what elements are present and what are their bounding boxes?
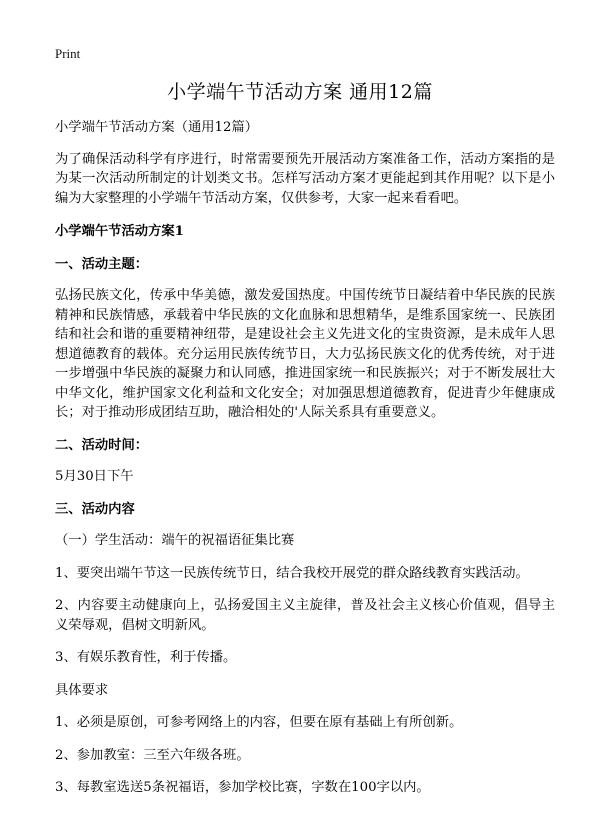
content-heading: 三、活动内容 (55, 501, 135, 517)
list-item: 1、要突出端午节这一民族传统节日，结合我校开展党的群众路线教育实践活动。 (55, 565, 529, 581)
requirement-item: 2、参加教室：三至六年级各班。 (55, 747, 250, 763)
intro-paragraph: 为了确保活动科学有序进行，时常需要预先开展活动方案准备工作，活动方案指的是为某一次活动所制定的计划类文书。怎样写活动方案才更能起到其作用呢？以下是小编为大家整理的小学端午节活动方案，仅供参考，大家一起来看看吧。 (55, 151, 555, 206)
print-link[interactable]: Print (55, 46, 81, 61)
document-body (55, 118, 555, 811)
plan-heading: 小学端午节活动方案1 (55, 224, 184, 239)
document-subtitle: 小学端午节活动方案（通用12篇） (55, 120, 259, 135)
time-heading: 二、活动时间： (55, 437, 149, 453)
list-item: 2、内容要主动健康向上，弘扬爱国主义主旋律，普及社会主义核心价值观，倡导主义荣辱观，倡树文明新风。 (55, 598, 555, 633)
requirement-item: 1、必须是原创，可参考网络上的内容，但要在原有基础上有所创新。 (55, 715, 463, 730)
theme-paragraph: 弘扬民族文化，传承中华美德，激发爱国热度。中国传统节日凝结着中华民族的民族精神和民族情感，承载着中华民族的文化血脉和思想精华，是维系国家统一、民族团结和社会和谐的重要精神纽带，是建设社会主义先进文化的宝贵资源，是未成年人思想道德教育的载体。充分运用民族传统节日，大力弘扬民族文化的优秀传统，对于进一步增强中华民族的凝聚力和认同感，推进国家统一和民族振兴；对于不断发展壮大中华文化，维护国家文化利益和文化安全；对加强思想道德教育，促进青少年健康成长；对于推动形成团结互助，融洽相处的'人际关系具有重要意义。 (55, 288, 555, 420)
theme-heading: 一、活动主题： (55, 256, 149, 272)
time-text: 5月30日下午 (55, 469, 134, 484)
requirement-item: 3、每教室选送5条祝福语，参加学校比赛，字数在100字以内。 (55, 780, 430, 795)
page-title: 小学端午节活动方案 通用12篇 (167, 81, 433, 103)
requirements-heading: 具体要求 (55, 682, 109, 698)
activity-one-heading: （一）学生活动：端午的祝福语征集比赛 (55, 533, 295, 548)
list-item: 3、有娱乐教育性，利于传播。 (55, 650, 237, 665)
